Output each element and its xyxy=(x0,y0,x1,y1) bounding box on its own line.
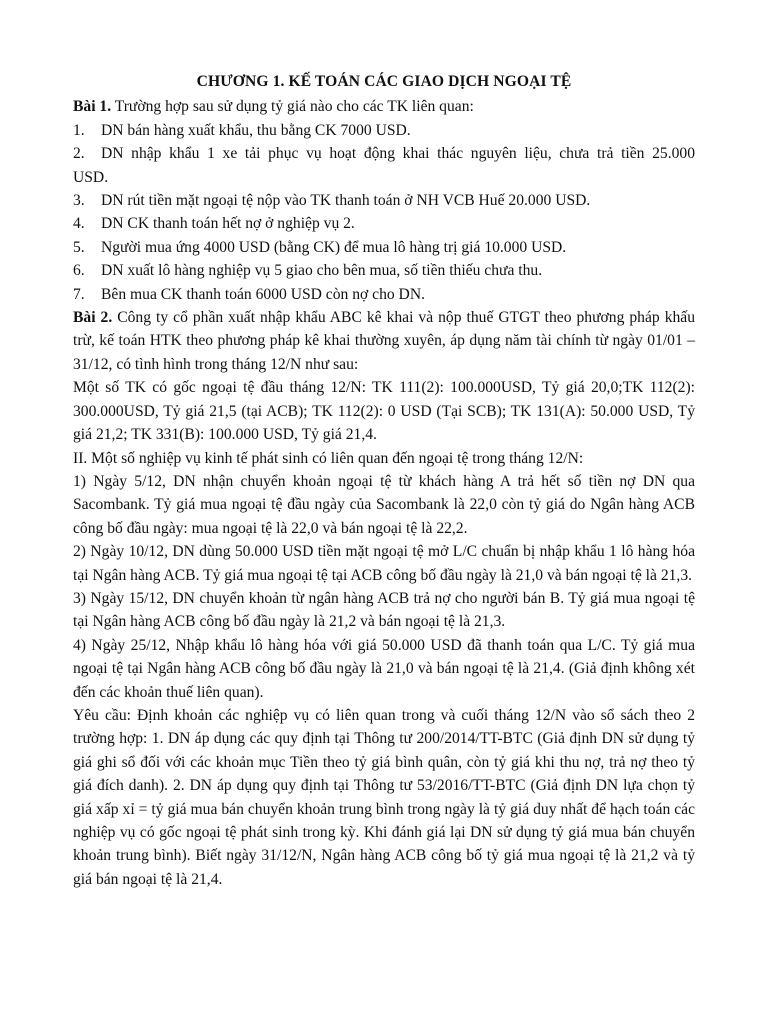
opening-balances: Một số TK có gốc ngoại tệ đầu tháng 12/N: TK 111(2): 100.000USD, Tỷ giá 20,0;TK 112(2): 300.000USD, Tỷ giá 21,5 (tại ACB); TK 112(2): 0 USD (Tại SCB); TK 131(A): 50.000 USD, Tỷ giá 21,2; TK 331(B): 100.000 USD, Tỷ giá 21,4. xyxy=(73,379,695,444)
transaction-1: 1) Ngày 5/12, DN nhận chuyển khoản ngoại tệ từ khách hàng A trả hết số tiền nợ DN qua Sacombank. Tỷ giá mua ngoại tệ đầu ngày của Sacombank là 22,0 còn tỷ giá do Ngân hàng ACB công bố đầu ngày: mua ngoại tệ là 22,0 và bán ngoại tệ là 22,2. xyxy=(73,472,695,537)
transaction-2: 2) Ngày 10/12, DN dùng 50.000 USD tiền mặt ngoại tệ mở L/C chuẩn bị nhập khẩu 1 lô hàng hóa tại Ngân hàng ACB. Tỷ giá mua ngoại tệ tại ACB công bố đầu ngày là 21,0 và bán ngoại tệ là 21,3. xyxy=(73,543,695,584)
item-text: Bên mua CK thanh toán 6000 USD còn nợ cho DN. xyxy=(101,285,425,303)
item-text: DN bán hàng xuất khẩu, thu bằng CK 7000 USD. xyxy=(101,121,411,139)
item-number: 1. xyxy=(73,121,85,139)
item-text: DN rút tiền mặt ngoại tệ nộp vào TK thanh toán ở NH VCB Huế 20.000 USD. xyxy=(101,192,591,210)
item-text: DN CK thanh toán hết nợ ở nghiệp vụ 2. xyxy=(101,215,355,233)
exercise-2-label: Bài 2. xyxy=(73,309,113,327)
exercise-1-item xyxy=(73,259,695,282)
item-number: 5. xyxy=(73,238,85,256)
exercise-1-intro xyxy=(73,95,695,118)
exercise-1-item xyxy=(73,142,695,189)
item-text: DN nhập khẩu 1 xe tải phục vụ hoạt động khai thác nguyên liệu, chưa trả tiền 25.000 xyxy=(101,145,695,163)
section-2-heading: II. Một số nghiệp vụ kinh tế phát sinh có liên quan đến ngoại tệ trong tháng 12/N: xyxy=(73,449,584,467)
item-number: 2. xyxy=(73,145,85,163)
exercise-1-item xyxy=(73,119,695,142)
transaction-4: 4) Ngày 25/12, Nhập khẩu lô hàng hóa với giá 50.000 USD đã thanh toán qua L/C. Tỷ giá mua ngoại tệ tại Ngân hàng ACB công bố đầu ngày là 21,0 và bán ngoại tệ là 21,4. (Giả định không xét đến các khoản thuế liên quan). xyxy=(73,636,695,701)
item-number: 3. xyxy=(73,192,85,210)
item-number: 4. xyxy=(73,215,85,233)
chapter-title: CHƯƠNG 1. KẾ TOÁN CÁC GIAO DỊCH NGOẠI TỆ xyxy=(196,73,572,90)
transaction-3: 3) Ngày 15/12, DN chuyển khoản từ ngân hàng ACB trả nợ cho người bán B. Tỷ giá mua ngoại tệ tại Ngân hàng ACB công bố đầu ngày là 21,2 và bán ngoại tệ là 21,3. xyxy=(73,589,695,631)
item-text: Người mua ứng 4000 USD (bằng CK) để mua lô hàng trị giá 10.000 USD. xyxy=(101,238,567,256)
item-text-continued: USD. xyxy=(73,168,109,186)
exercise-1-question: Trường hợp sau sử dụng tỷ giá nào cho các TK liên quan: xyxy=(111,98,474,116)
item-number: 7. xyxy=(73,285,85,303)
document-page xyxy=(73,70,695,891)
exercise-1-item xyxy=(73,212,695,235)
exercise-2-description: Công ty cổ phần xuất nhập khẩu ABC kê khai và nộp thuế GTGT theo phương pháp khấu trừ, kế toán HTK theo phương pháp kê khai thường xuyên, áp dụng năm tài chính từ ngày 01/01 – 31/12, có tình hình trong tháng 12/N như sau: xyxy=(73,309,696,373)
item-text: DN xuất lô hàng nghiệp vụ 5 giao cho bên mua, số tiền thiếu chưa thu. xyxy=(101,262,543,280)
exercise-1-item xyxy=(73,189,695,212)
exercise-1-item xyxy=(73,283,695,306)
exercise-2-intro xyxy=(73,306,695,376)
exercise-1-label: Bài 1. xyxy=(73,98,112,116)
exercise-1-item xyxy=(73,236,695,259)
item-number: 6. xyxy=(73,262,85,280)
requirement: Yêu cầu: Định khoản các nghiệp vụ có liên quan trong và cuối tháng 12/N vào sổ sách theo 2 trường hợp: 1. DN áp dụng các quy định tại Thông tư 200/2014/TT-BTC (Giả định DN sử dụng tỷ giá ghi sổ đối với các khoản mục Tiền theo tỷ giá bình quân, còn tỷ giá khi thu nợ, trả nợ theo tỷ giá đích danh). 2. DN áp dụng quy định tại Thông tư 53/2016/TT-BTC (Giả định DN lựa chọn tỷ giá xấp xỉ = tỷ giá mua bán chuyển khoản trung bình trong ngày là tỷ giá duy nhất để hạch toán các nghiệp vụ có gốc ngoại tệ phát sinh trong kỳ. Khi đánh giá lại DN sử dụng tỷ giá mua bán chuyển khoản trung bình). Biết ngày 31/12/N, Ngân hàng ACB công bố tỷ giá mua ngoại tệ là 21,2 và tỷ giá bán ngoại tệ là 21,4. xyxy=(73,706,695,888)
